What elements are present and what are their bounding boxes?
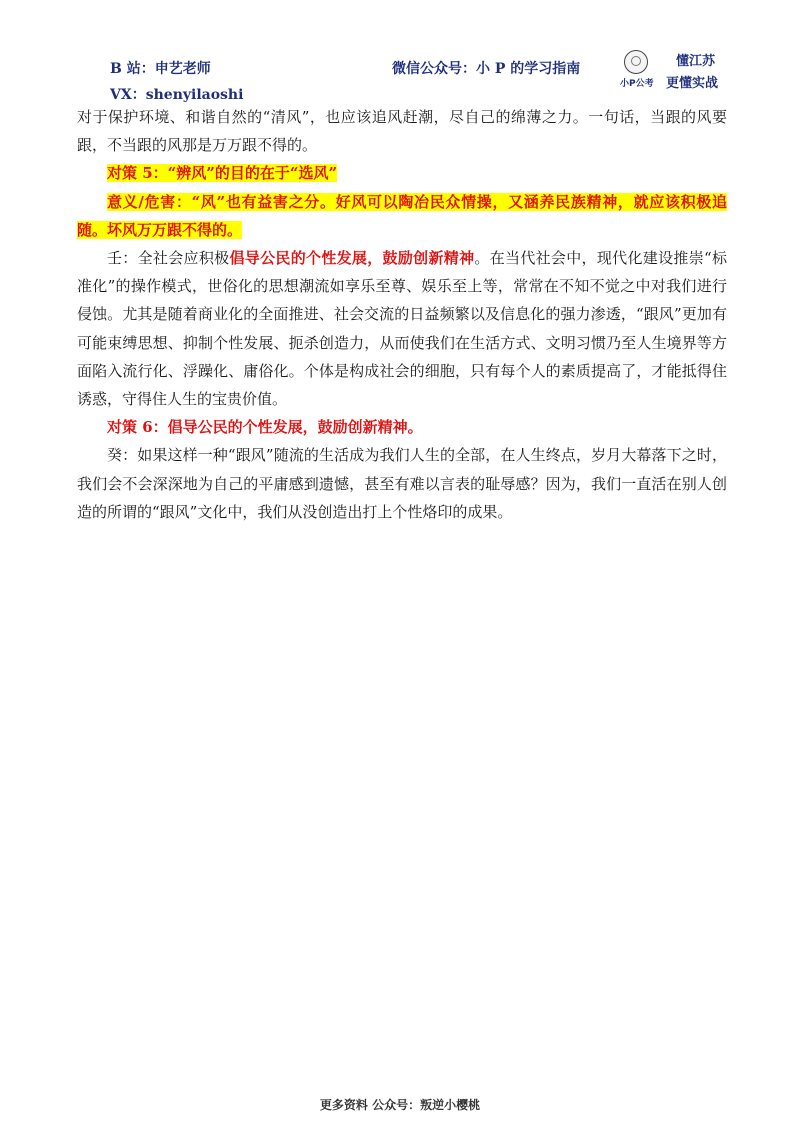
strategy-6-text: 对策 6：倡导公民的个性发展，鼓励创新精神。 bbox=[107, 418, 423, 437]
paragraph-gui: 癸：如果这样一种“跟风”随流的生活成为我们人生的全部，在人生终点，岁月大幕落下之时，我们会不会深深地为自己的平庸感到遗憾，甚至有难以言表的耻辱感？因为，我们一直活在别人创造的所谓的“跟风”文化中，我们从没创造出打上个性烙印的成果。 bbox=[77, 446, 727, 521]
logo-slogan-line1: 懂江苏 bbox=[676, 54, 716, 69]
strategy-6-heading bbox=[77, 413, 727, 441]
wechat-label: 微信公众号：小 P 的学习指南 bbox=[392, 61, 581, 77]
logo-subtitle: 小P公考 bbox=[620, 79, 654, 89]
paragraph-ren-highlight: 倡导公民的个性发展，鼓励创新精神 bbox=[229, 249, 475, 268]
header-left bbox=[110, 56, 243, 108]
strategy-5-heading bbox=[77, 159, 727, 187]
paragraph-ren-rest: 。在当代社会中，现代化建设推崇“标准化”的操作模式，世俗化的思想潮流如享乐至尊、娱乐至上等，常常在不知不觉之中对我们进行侵蚀。尤其是随着商业化的全面推进、社会交流的日益频繁以及信息化的强力渗透，“跟风”更加有可能束缚思想、抑制个性发展、扼杀创造力，从而使我们在生活方式、文明习惯乃至人生境界等方面陷入流行化、浮躁化、庸俗化。个体是构成社会的细胞，只有每个人的素质提高了，才能抵得住诱惑，守得住人生的宝贵价值。 bbox=[77, 249, 727, 409]
page-footer: 更多资料 公众号：叛逆小樱桃 bbox=[319, 1098, 481, 1112]
paragraph-ren bbox=[77, 244, 727, 413]
logo-slogan-line2: 更懂实战 bbox=[666, 76, 719, 91]
bilibili-label: B 站：申艺老师 bbox=[110, 61, 211, 77]
meaning-paragraph bbox=[77, 188, 727, 244]
document-body bbox=[77, 103, 727, 526]
strategy-5-text: 对策 5：“辨风”的目的在于“选风” bbox=[107, 164, 338, 183]
paragraph-ren-lead: 壬：全社会应积极 bbox=[107, 249, 230, 268]
meaning-text: 意义/危害：“风”也有益害之分。好风可以陶冶民众情操，又涵养民族精神，就应该积极追随。坏风万万跟不得的。 bbox=[77, 192, 727, 239]
avatar-icon bbox=[624, 50, 648, 74]
vx-label: VX：shenyilaoshi bbox=[110, 87, 244, 103]
brand-logo bbox=[620, 48, 732, 94]
paragraph-intro: 对于保护环境、和谐自然的“清风”，也应该追风赶潮，尽自己的绵薄之力。一句话，当跟的风要跟，不当跟的风那是万万跟不得的。 bbox=[77, 108, 727, 155]
